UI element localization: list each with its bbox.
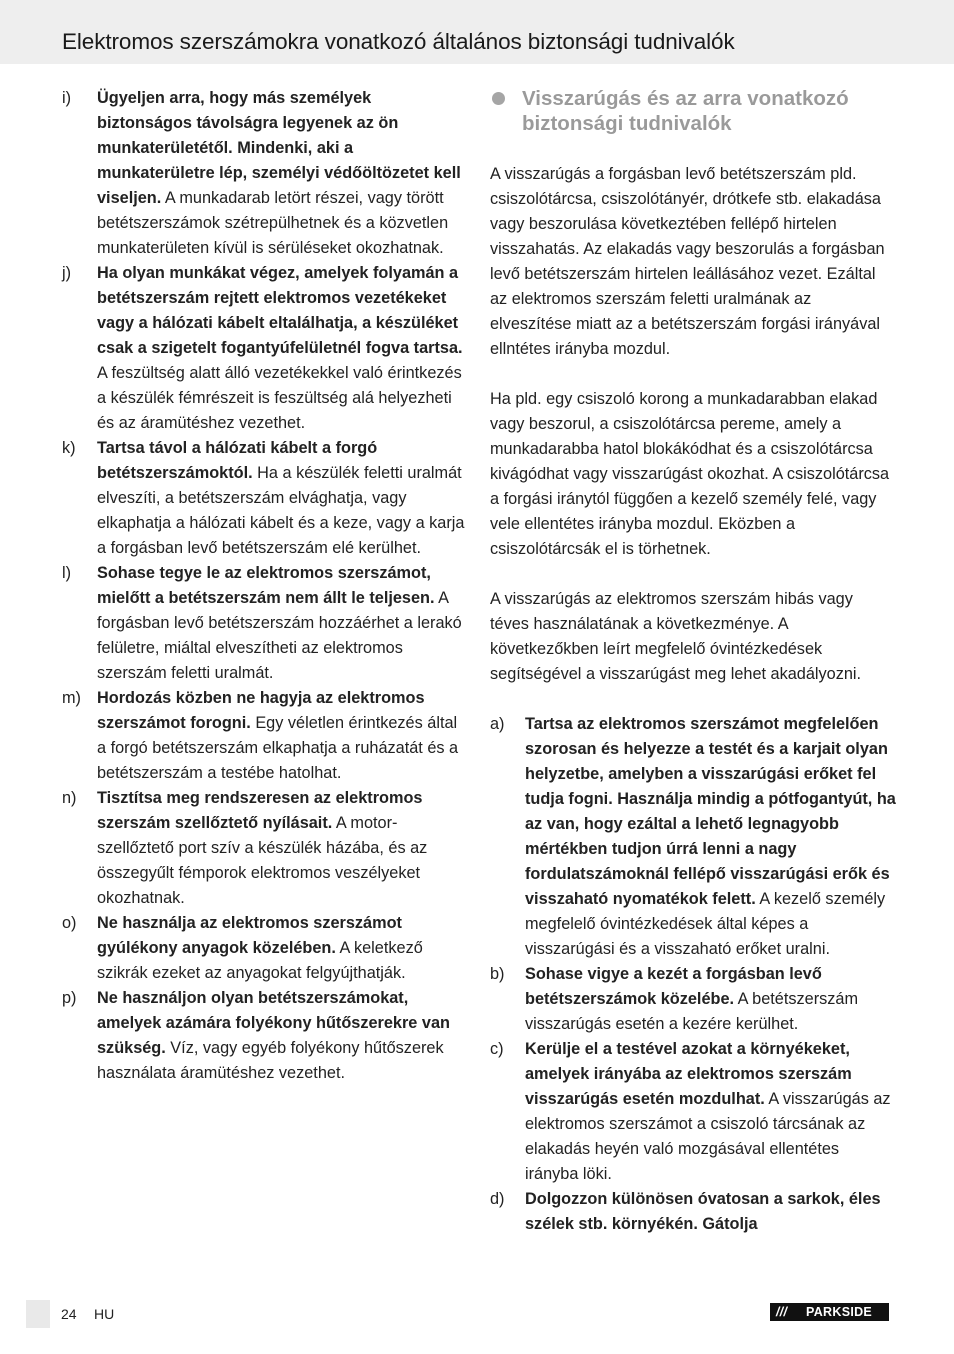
item-text: Víz, vagy egyéb folyékony hűtőszerek használata áramütéshez vezethet. [97,1039,444,1082]
list-marker: k) [62,439,76,457]
list-marker: m) [62,689,81,707]
left-column [62,86,468,1086]
paragraph: A visszarúgás a forgásban levő betétszerszám pld. csiszolótárcsa, csiszolótányér, drótkefe stb. elakadása vagy beszorulása következtében fellépő hirtelen visszahatás. Az elakadás vagy beszorulás a forgásban levő betétszerszám hirtelen leállásához vezet. Ezáltal az elektromos szerszám feletti uralmának az elveszítése miatt az a betétszerszám forgási irányával ellntétes irányba mozdul. [490,165,885,358]
list-item [62,436,468,561]
paragraph: A visszarúgás az elektromos szerszám hibás vagy téves használatának a következménye. A következőkben leírt megfelelő óvintézkedések segítségével a visszarúgást meg lehet akadályozni. [490,590,862,683]
item-text: A munkadarab letört részei, vagy törött betétszerszámok szétrepülhetnek és a közvetlen munkaterületen kívül is sérüléseket okozhatnak. [97,189,449,257]
item-bold-text: Ügyeljen arra, hogy más személyek biztonságos távolságra legyenek az ön munkaterületétől. Mindenki, aki a munkaterületre lép, személyi védőöltözetet kell viseljen. [97,89,461,207]
right-column [490,86,896,1237]
list-item [490,712,896,962]
item-text: A visszarúgás az elektromos szerszámot a csiszoló tárcsának az elakadás heyén való mozgásával ellentétes irányba löki. [525,1090,891,1183]
paragraph: Ha pld. egy csiszoló korong a munkadarabban elakad vagy beszorul, a csiszolótárcsa pereme, amely a munkadarabba hatol blokákódhat és a csiszolótárcsa kivágódhat vagy visszarúgást okozhat. A csiszolótárcsa a forgási iránytól függően a kezelő személy felé, vagy vele ellentétes irányba mozdul. Eközben a csiszolótárcsák el is törhetnek. [490,390,890,558]
item-text: A forgásban levő betétszerszám hozzáérhet a lerakó felületre, miáltal elveszítheti az elektromos szerszám feletti uralmát. [97,589,462,682]
list-item [62,261,468,436]
item-bold-text: Tartsa az elektromos szerszámot megfelelően szorosan és helyezze a testét és a karjait olyan helyzetbe, amelyben a visszarúgási erőket fel tudja fogni. Használja mindig a pótfogantyút, ha az van, hogy ezáltal a lehető legnagyobb mértékben tudjon úrrá lenni a nagy fordulatszámoknál fellépő visszarúgási erők és visszaható nyomatékok felett. [525,715,896,908]
list-marker: n) [62,789,77,807]
list-item [62,786,468,911]
item-bold-text: Ha olyan munkákat végez, amelyek folyamán a betétszerszám rejtett elektromos vezetékeket vagy a hálózati kábelt eltalálhatja, a készüléket csak a szigetelt fogantyúfelületnél fogva tartsa. [97,264,463,357]
list-item [62,561,468,686]
list-item [62,911,468,986]
list-marker: i) [62,89,72,107]
item-bold-text: Dolgozzon különösen óvatosan a sarkok, éles szélek stb. környékén. Gátolja [525,1190,881,1233]
list-marker: a) [490,715,505,733]
item-bold-text: Kerülje el a testével azokat a környékeket, amelyek irányába az elektromos szerszám visszarúgás esetén mozdulhat. [525,1040,852,1108]
item-bold-text: Sohase vigye a kezét a forgásban levő betétszerszámok közelébe. [525,965,822,1008]
list-marker: b) [490,965,505,983]
item-bold-text: Hordozás közben ne hagyja az elektromos szerszámot forogni. [97,689,425,732]
page-title: Elektromos szerszámokra vonatkozó általános biztonsági tudnivalók [62,29,735,54]
item-text: A betétszerszám visszarúgás esetén a kezére kerülhet. [525,990,859,1033]
list-item [490,1187,896,1237]
header-band [0,0,954,64]
list-item [62,86,468,261]
list-marker: c) [490,1040,504,1058]
brand-name: PARKSIDE [806,1305,873,1319]
item-bold-text: Ne használjon olyan betétszerszámokat, amelyek azámára folyékony hűtőszerekre van szükség. [97,989,450,1057]
list-item [490,1037,896,1187]
list-marker: j) [62,264,72,282]
footer-marker-box [26,1300,50,1328]
bullet-dot-icon [492,92,505,105]
list-marker: o) [62,914,77,932]
list-item [490,962,896,1037]
item-bold-text: Sohase tegye le az elektromos szerszámot, mielőtt a betétszerszám nem állt le teljesen. [97,564,435,607]
item-bold-text: Tartsa távol a hálózati kábelt a forgó betétszerszámoktól. [97,439,378,482]
language-code: HU [94,1306,115,1322]
item-bold-text: Ne használja az elektromos szerszámot gyúlékony anyagok közelében. [97,914,402,957]
item-bold-text: Tisztítsa meg rendszeresen az elektromos szerszám szellőztető nyílásait. [97,789,423,832]
item-text: A keletkező szikrák ezeket az anyagokat felgyújthatják. [97,939,423,982]
item-text: A kezelő személy megfelelő óvintézkedések által képes a visszarúgási és a visszaható erőket uralni. [525,890,886,958]
list-item [62,686,468,786]
list-marker: p) [62,989,77,1007]
item-text: Ha a készülék feletti uralmát elveszíti, a betétszerszám elvághatja, vagy elkaphatja a hálózati kábelt és a keze, vagy a karja a forgásban levő betétszerszám elé kerülhet. [97,464,465,557]
list-marker: d) [490,1190,505,1208]
section-heading [490,86,896,136]
list-marker: l) [62,564,72,582]
brand-slashes-icon: /// [776,1305,788,1319]
item-text: A motor-szellőztető port szív a készülék házába, és az összegyűlt fémporok elektromos veszélyeket okozhatnak. [97,814,428,907]
brand-logo [770,1303,889,1321]
item-text: Egy véletlen érintkezés által a forgó betétszerszám elkaphatja a ruházatát és a betétszerszám a testébe hatolhat. [97,714,459,782]
safety-list [490,712,896,1237]
item-text: A feszültség alatt álló vezetékekkel való érintkezés a készülék fémrészeit is feszültség alá helyezheti és az áramütéshez vezethet. [97,364,462,432]
section-heading-text: Visszarúgás és az arra vonatkozó biztonsági tudnivalók [522,87,849,135]
list-item [62,986,468,1086]
page-number: 24 [61,1306,77,1322]
